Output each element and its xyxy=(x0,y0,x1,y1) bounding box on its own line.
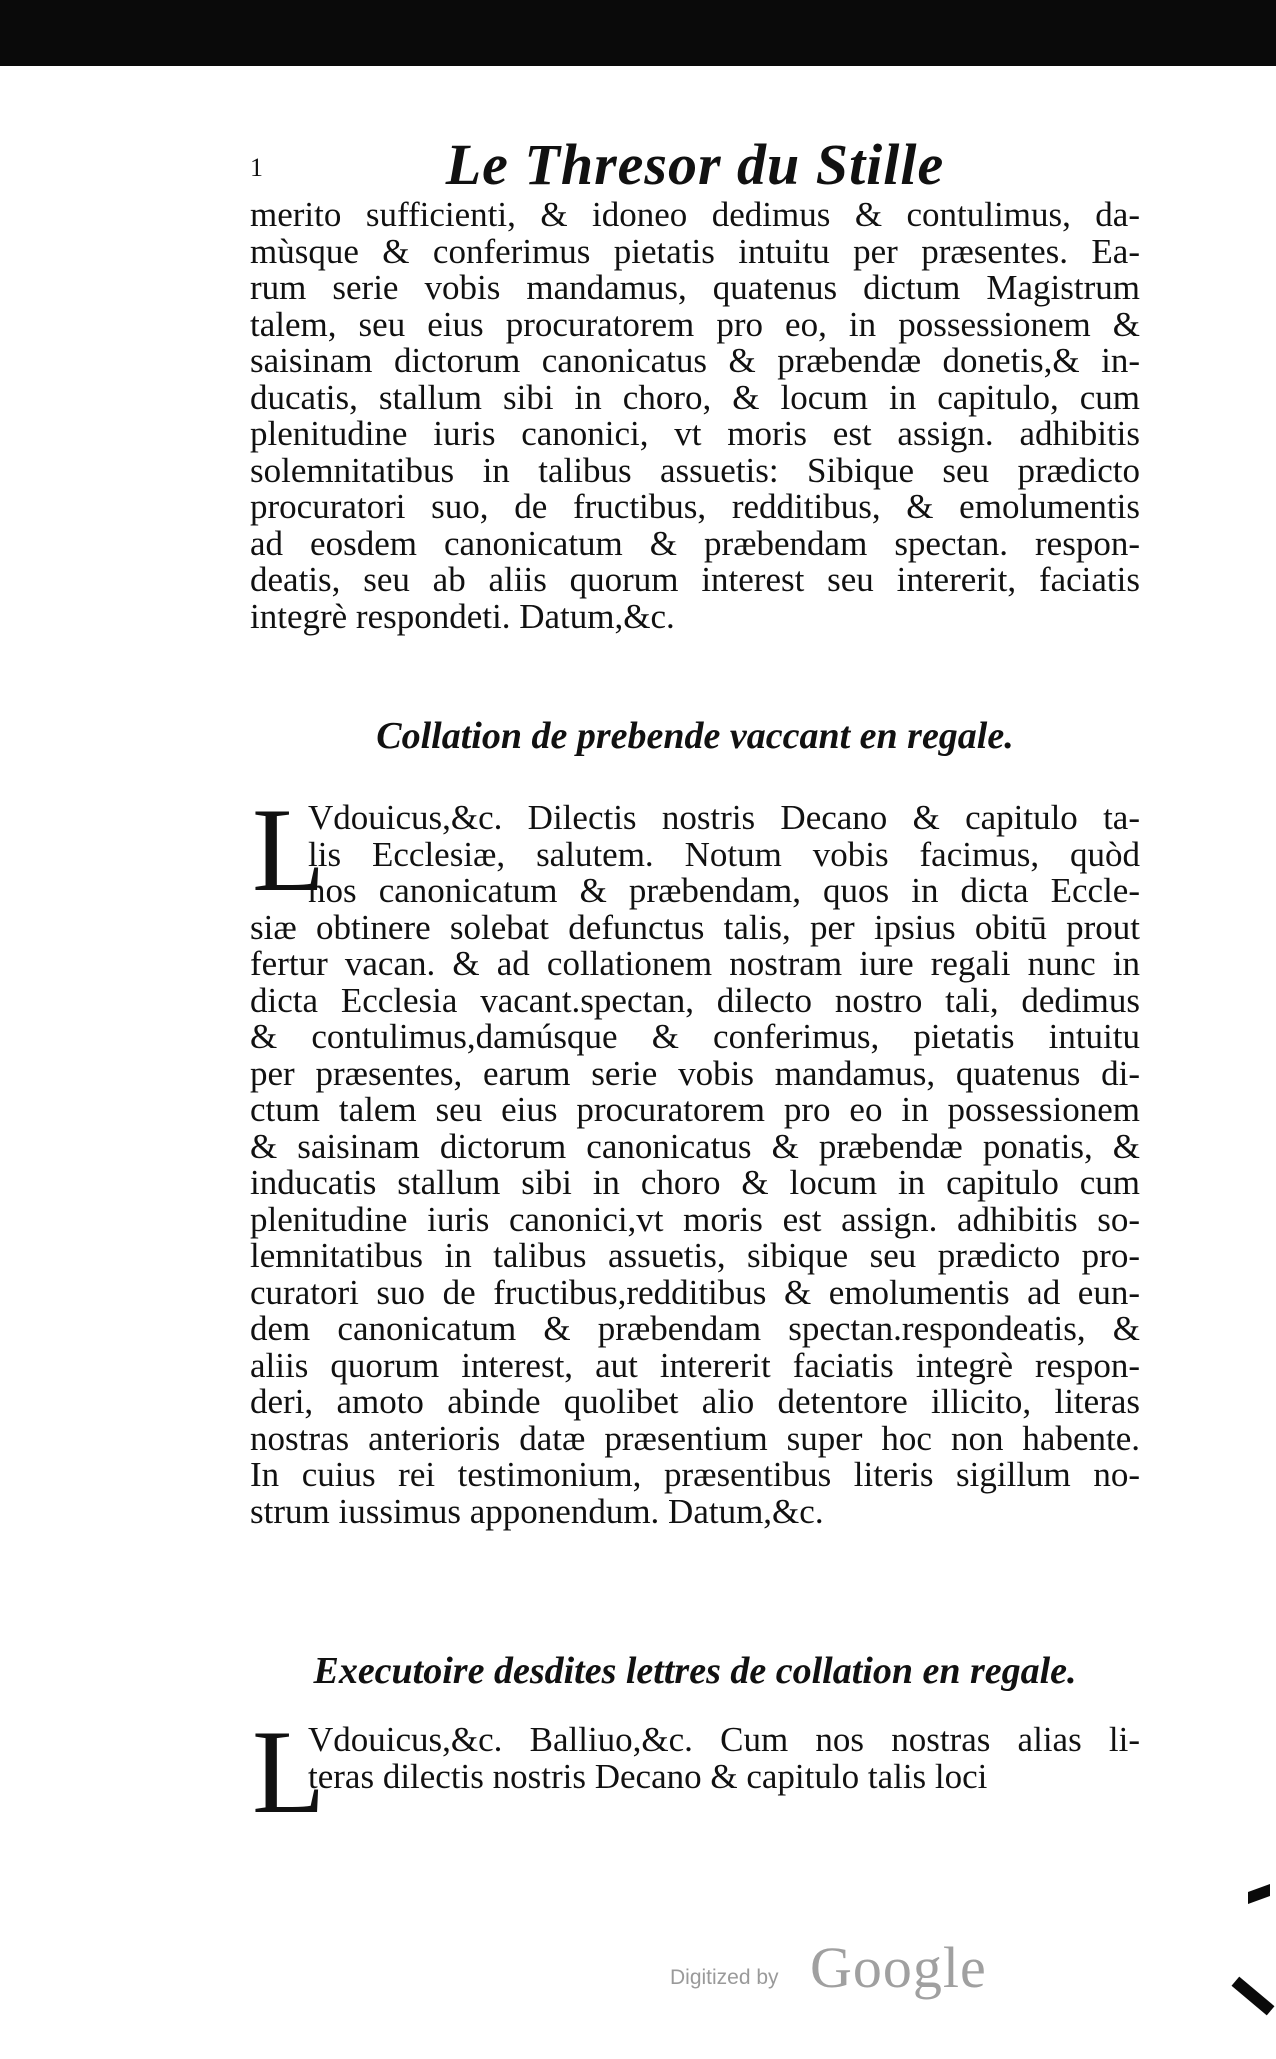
scan-edge-mark xyxy=(1248,1884,1270,1904)
text-line: teras dilectis nostris Decano & capitulo talis loci xyxy=(308,1756,988,1796)
text-line: procuratori suo, de fructibus, redditibus, & emolumentis xyxy=(250,487,1140,526)
text-line: rum serie vobis mandamus, quatenus dictum Magistrum xyxy=(250,268,1140,307)
text-line: dicta Ecclesia vacant.spectan, dilecto nostro tali, dedimus xyxy=(250,980,1140,1020)
section-3-text xyxy=(250,1722,1140,1795)
text-line: talem, seu eius procuratorem pro eo, in possessionem & xyxy=(250,304,1140,344)
heading-collation: Collation de prebende vaccant en regale. xyxy=(376,715,1014,757)
text-line: nostras anterioris datæ præsentium super hoc non habente. xyxy=(250,1418,1140,1458)
scan-edge-mark xyxy=(1232,1977,1275,2016)
text-line: deatis, seu ab aliis quorum interest seu intererit, faciatis xyxy=(250,560,1140,599)
text-line: ducatis, stallum sibi in choro, & locum in capitulo, cum xyxy=(250,377,1140,417)
drop-cap-1: L xyxy=(252,783,326,916)
text-line: curatori suo de fructibus,redditibus & emolumentis ad eun- xyxy=(250,1272,1140,1312)
text-line: fertur vacan. & ad collationem nostram iure regali nunc in xyxy=(250,944,1140,983)
text-line: inducatis stallum sibi in choro & locum in capitulo cum xyxy=(250,1163,1140,1202)
google-logo: Google xyxy=(810,1935,987,2000)
text-line: aliis quorum interest, aut intererit faciatis integrè respon- xyxy=(250,1345,1140,1385)
text-line: strum iussimus apponendum. Datum,&c. xyxy=(250,1491,824,1531)
text-line: lemnitatibus in talibus assuetis, sibique seu prædicto pro- xyxy=(250,1236,1140,1275)
text-line: ctum talem seu eius procuratorem pro eo in possessionem xyxy=(250,1090,1140,1129)
text-line: plenitudine iuris canonici,vt moris est assign. adhibitis so- xyxy=(250,1199,1140,1239)
running-title: Le Thresor du Stille xyxy=(445,132,945,197)
section-1-text xyxy=(250,197,1140,635)
heading-executoire: Executoire desdites lettres de collation en regale. xyxy=(313,1650,1077,1692)
text-line: solemnitatibus in talibus assuetis: Sibique seu prædicto xyxy=(250,450,1140,490)
digitized-by-watermark xyxy=(670,1935,1090,2000)
digitized-by-label: Digitized by xyxy=(670,1966,779,1989)
text-line: per præsentes, earum serie vobis mandamus, quatenus di- xyxy=(250,1053,1140,1093)
page-header xyxy=(250,125,1140,205)
text-line: saisinam dictorum canonicatus & præbendæ donetis,& in- xyxy=(250,341,1140,380)
text-line: integrè respondeti. Datum,&c. xyxy=(250,596,675,636)
text-line: nos canonicatum & præbendam, quos in dicta Eccle- xyxy=(308,871,1140,910)
text-line: In cuius rei testimonium, præsentibus literis sigillum no- xyxy=(250,1455,1140,1494)
drop-cap-2: L xyxy=(252,1705,326,1838)
text-line: siæ obtinere solebat defunctus talis, per ipsius obitū prout xyxy=(250,907,1140,947)
text-line: Vdouicus,&c. Dilectis nostris Decano & capitulo ta- xyxy=(308,798,1140,837)
text-line: deri, amoto abinde quolibet alio detentore illicito, literas xyxy=(250,1382,1140,1421)
text-line: mùsque & conferimus pietatis intuitu per præsentes. Ea- xyxy=(250,231,1140,271)
text-line: lis Ecclesiæ, salutem. Notum vobis facimus, quòd xyxy=(308,834,1140,874)
section-2-text xyxy=(250,783,1140,1531)
text-line: ad eosdem canonicatum & præbendam spectan. respon- xyxy=(250,523,1140,563)
text-line: merito sufficienti, & idoneo dedimus & contulimus, da- xyxy=(250,195,1140,234)
text-line: plenitudine iuris canonici, vt moris est assign. adhibitis xyxy=(250,414,1140,453)
text-line: & contulimus,damúsque & conferimus, pietatis intuitu xyxy=(250,1017,1140,1056)
scan-top-border xyxy=(0,0,1276,66)
text-line: Vdouicus,&c. Balliuo,&c. Cum nos nostras alias li- xyxy=(308,1720,1140,1759)
text-line: dem canonicatum & præbendam spectan.respondeatis, & xyxy=(250,1309,1140,1348)
page-number: 1 xyxy=(250,153,263,182)
text-line: & saisinam dictorum canonicatus & præbendæ ponatis, & xyxy=(250,1126,1140,1166)
